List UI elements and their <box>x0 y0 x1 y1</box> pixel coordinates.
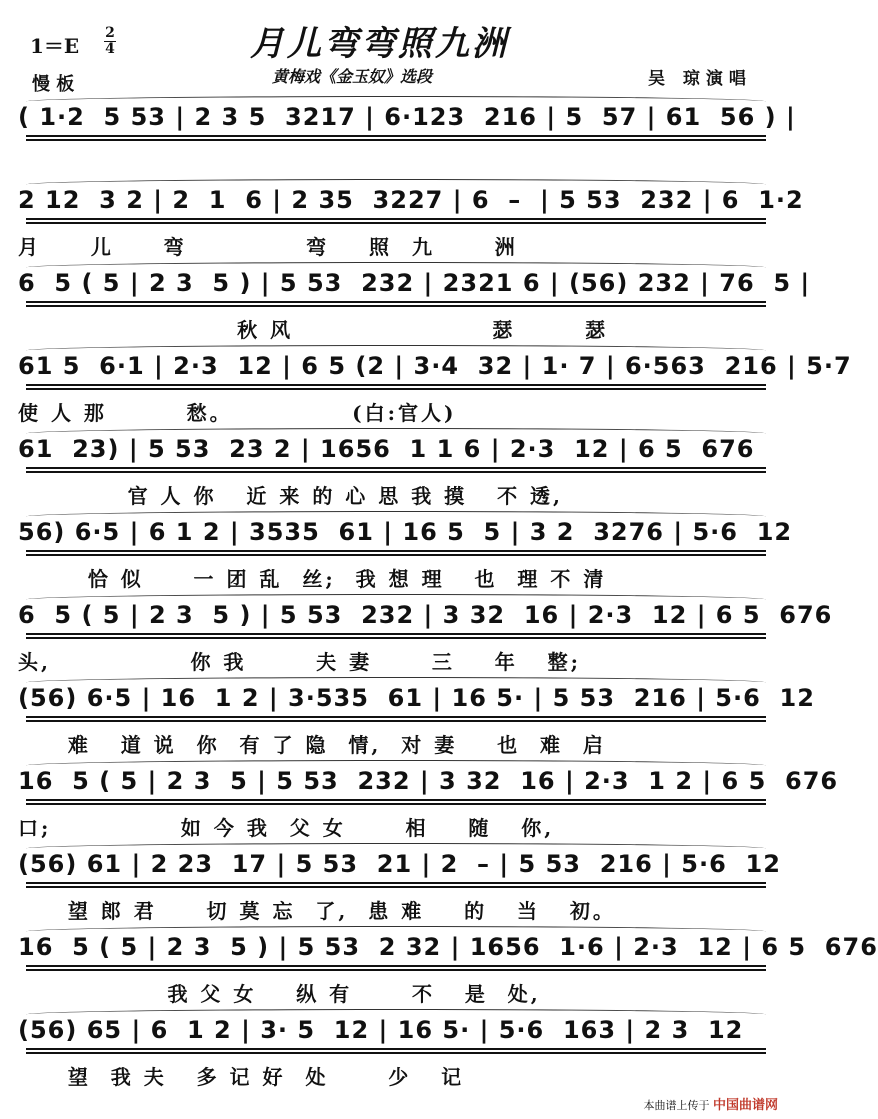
underline-beam <box>26 716 766 718</box>
lyrics-line: 头, 你 我 夫 妻 三 年 整; <box>18 650 582 674</box>
lyrics-line: 难 道 说 你 有 了 隐 情, 对 妻 也 难 启 <box>18 733 606 757</box>
song-subtitle: 黄梅戏《金玉奴》选段 <box>272 67 433 86</box>
singer-credit: 吴 琼演唱 <box>648 69 752 89</box>
underline-beam-double <box>26 222 766 224</box>
footer-uploaded: 本曲谱上传于 <box>643 1099 710 1112</box>
jianpu-notes: (56) 65 | 6 1 2 | 3· 5 12 | 16 5· | 5·6 163 | 2 3 12 <box>18 1016 744 1044</box>
underline-beam <box>26 633 766 635</box>
jianpu-notes: (56) 61 | 2 23 17 | 5 53 21 | 2 – | 5 53 216 | 5·6 12 <box>18 850 781 878</box>
underline-beam <box>26 301 766 303</box>
underline-beam <box>26 799 766 801</box>
lyrics-line: 望 郎 君 切 莫 忘 了, 患 难 的 当 初。 <box>18 899 616 923</box>
underline-beam <box>26 467 766 469</box>
time-top: 2 <box>105 25 115 41</box>
underline-beam-double <box>26 969 766 971</box>
key-signature: 1＝E <box>30 34 80 58</box>
underline-beam-double <box>26 388 766 390</box>
jianpu-notes: 56) 6·5 | 6 1 2 | 3535 61 | 16 5 5 | 3 2 3276 | 5·6 12 <box>18 518 793 546</box>
jianpu-notes: 16 5 ( 5 | 2 3 5 ) | 5 53 2 32 | 1656 1·6 | 2·3 12 | 6 5 676 <box>18 933 878 961</box>
underline-beam <box>26 965 766 967</box>
underline-beam-double <box>26 139 766 141</box>
jianpu-notes: 16 5 ( 5 | 2 3 5 | 5 53 232 | 3 32 16 | 2·3 1 2 | 6 5 676 <box>18 767 839 795</box>
jianpu-notes: 61 23) | 5 53 23 2 | 1656 1 1 6 | 2·3 12 | 6 5 676 <box>18 435 755 463</box>
underline-beam <box>26 384 766 386</box>
lyrics-line: 月 儿 弯 弯 照 九 洲 <box>18 235 518 259</box>
lyrics-line: 官 人 你 近 来 的 心 思 我 摸 不 透, <box>18 484 563 508</box>
tempo-marking: 慢 板 <box>32 74 75 95</box>
jianpu-notes: 6 5 ( 5 | 2 3 5 ) | 5 53 232 | 3 32 16 | 2·3 12 | 6 5 676 <box>18 601 833 629</box>
lyrics-line: 恰 似 一 团 乱 丝; 我 想 理 也 理 不 清 <box>18 567 607 591</box>
lyrics-line: 秋 风 瑟 瑟 <box>18 318 609 342</box>
underline-beam-double <box>26 471 766 473</box>
time-bottom: 4 <box>105 41 115 57</box>
time-signature <box>104 26 116 57</box>
jianpu-notes: 2 12 3 2 | 2 1 6 | 2 35 3227 | 6 – | 5 53 232 | 6 1·2 <box>18 186 804 214</box>
underline-beam <box>26 135 766 137</box>
underline-beam-double <box>26 554 766 556</box>
underline-beam-double <box>26 803 766 805</box>
site-logo: 中国曲谱网 <box>712 1098 778 1113</box>
underline-beam <box>26 218 766 220</box>
underline-beam <box>26 1048 766 1050</box>
underline-beam <box>26 882 766 884</box>
underline-beam-double <box>26 1052 766 1054</box>
lyrics-line: 使 人 那 愁。 (白:官人) <box>18 401 457 425</box>
lyrics-line: 望 我 夫 多 记 好 处 少 记 <box>18 1065 465 1089</box>
footer <box>643 1094 778 1113</box>
underline-beam-double <box>26 886 766 888</box>
lyrics-line: 口; 如 今 我 父 女 相 随 你, <box>18 816 555 840</box>
jianpu-notes: 6 5 ( 5 | 2 3 5 ) | 5 53 232 | 2321 6 | (56) 232 | 76 5 | <box>18 269 811 297</box>
jianpu-notes: (56) 6·5 | 16 1 2 | 3·535 61 | 16 5· | 5 53 216 | 5·6 12 <box>18 684 815 712</box>
underline-beam-double <box>26 305 766 307</box>
underline-beam-double <box>26 720 766 722</box>
underline-beam-double <box>26 637 766 639</box>
song-title: 月儿弯弯照九洲 <box>250 24 509 64</box>
jianpu-notes: 61 5 6·1 | 2·3 12 | 6 5 (2 | 3·4 32 | 1· 7 | 6·563 216 | 5·7 <box>18 352 852 380</box>
jianpu-notes: ( 1·2 5 53 | 2 3 5 3217 | 6·123 216 | 5 57 | 61 56 ) | <box>18 103 796 131</box>
lyrics-line: 我 父 女 纵 有 不 是 处, <box>18 982 541 1006</box>
underline-beam <box>26 550 766 552</box>
